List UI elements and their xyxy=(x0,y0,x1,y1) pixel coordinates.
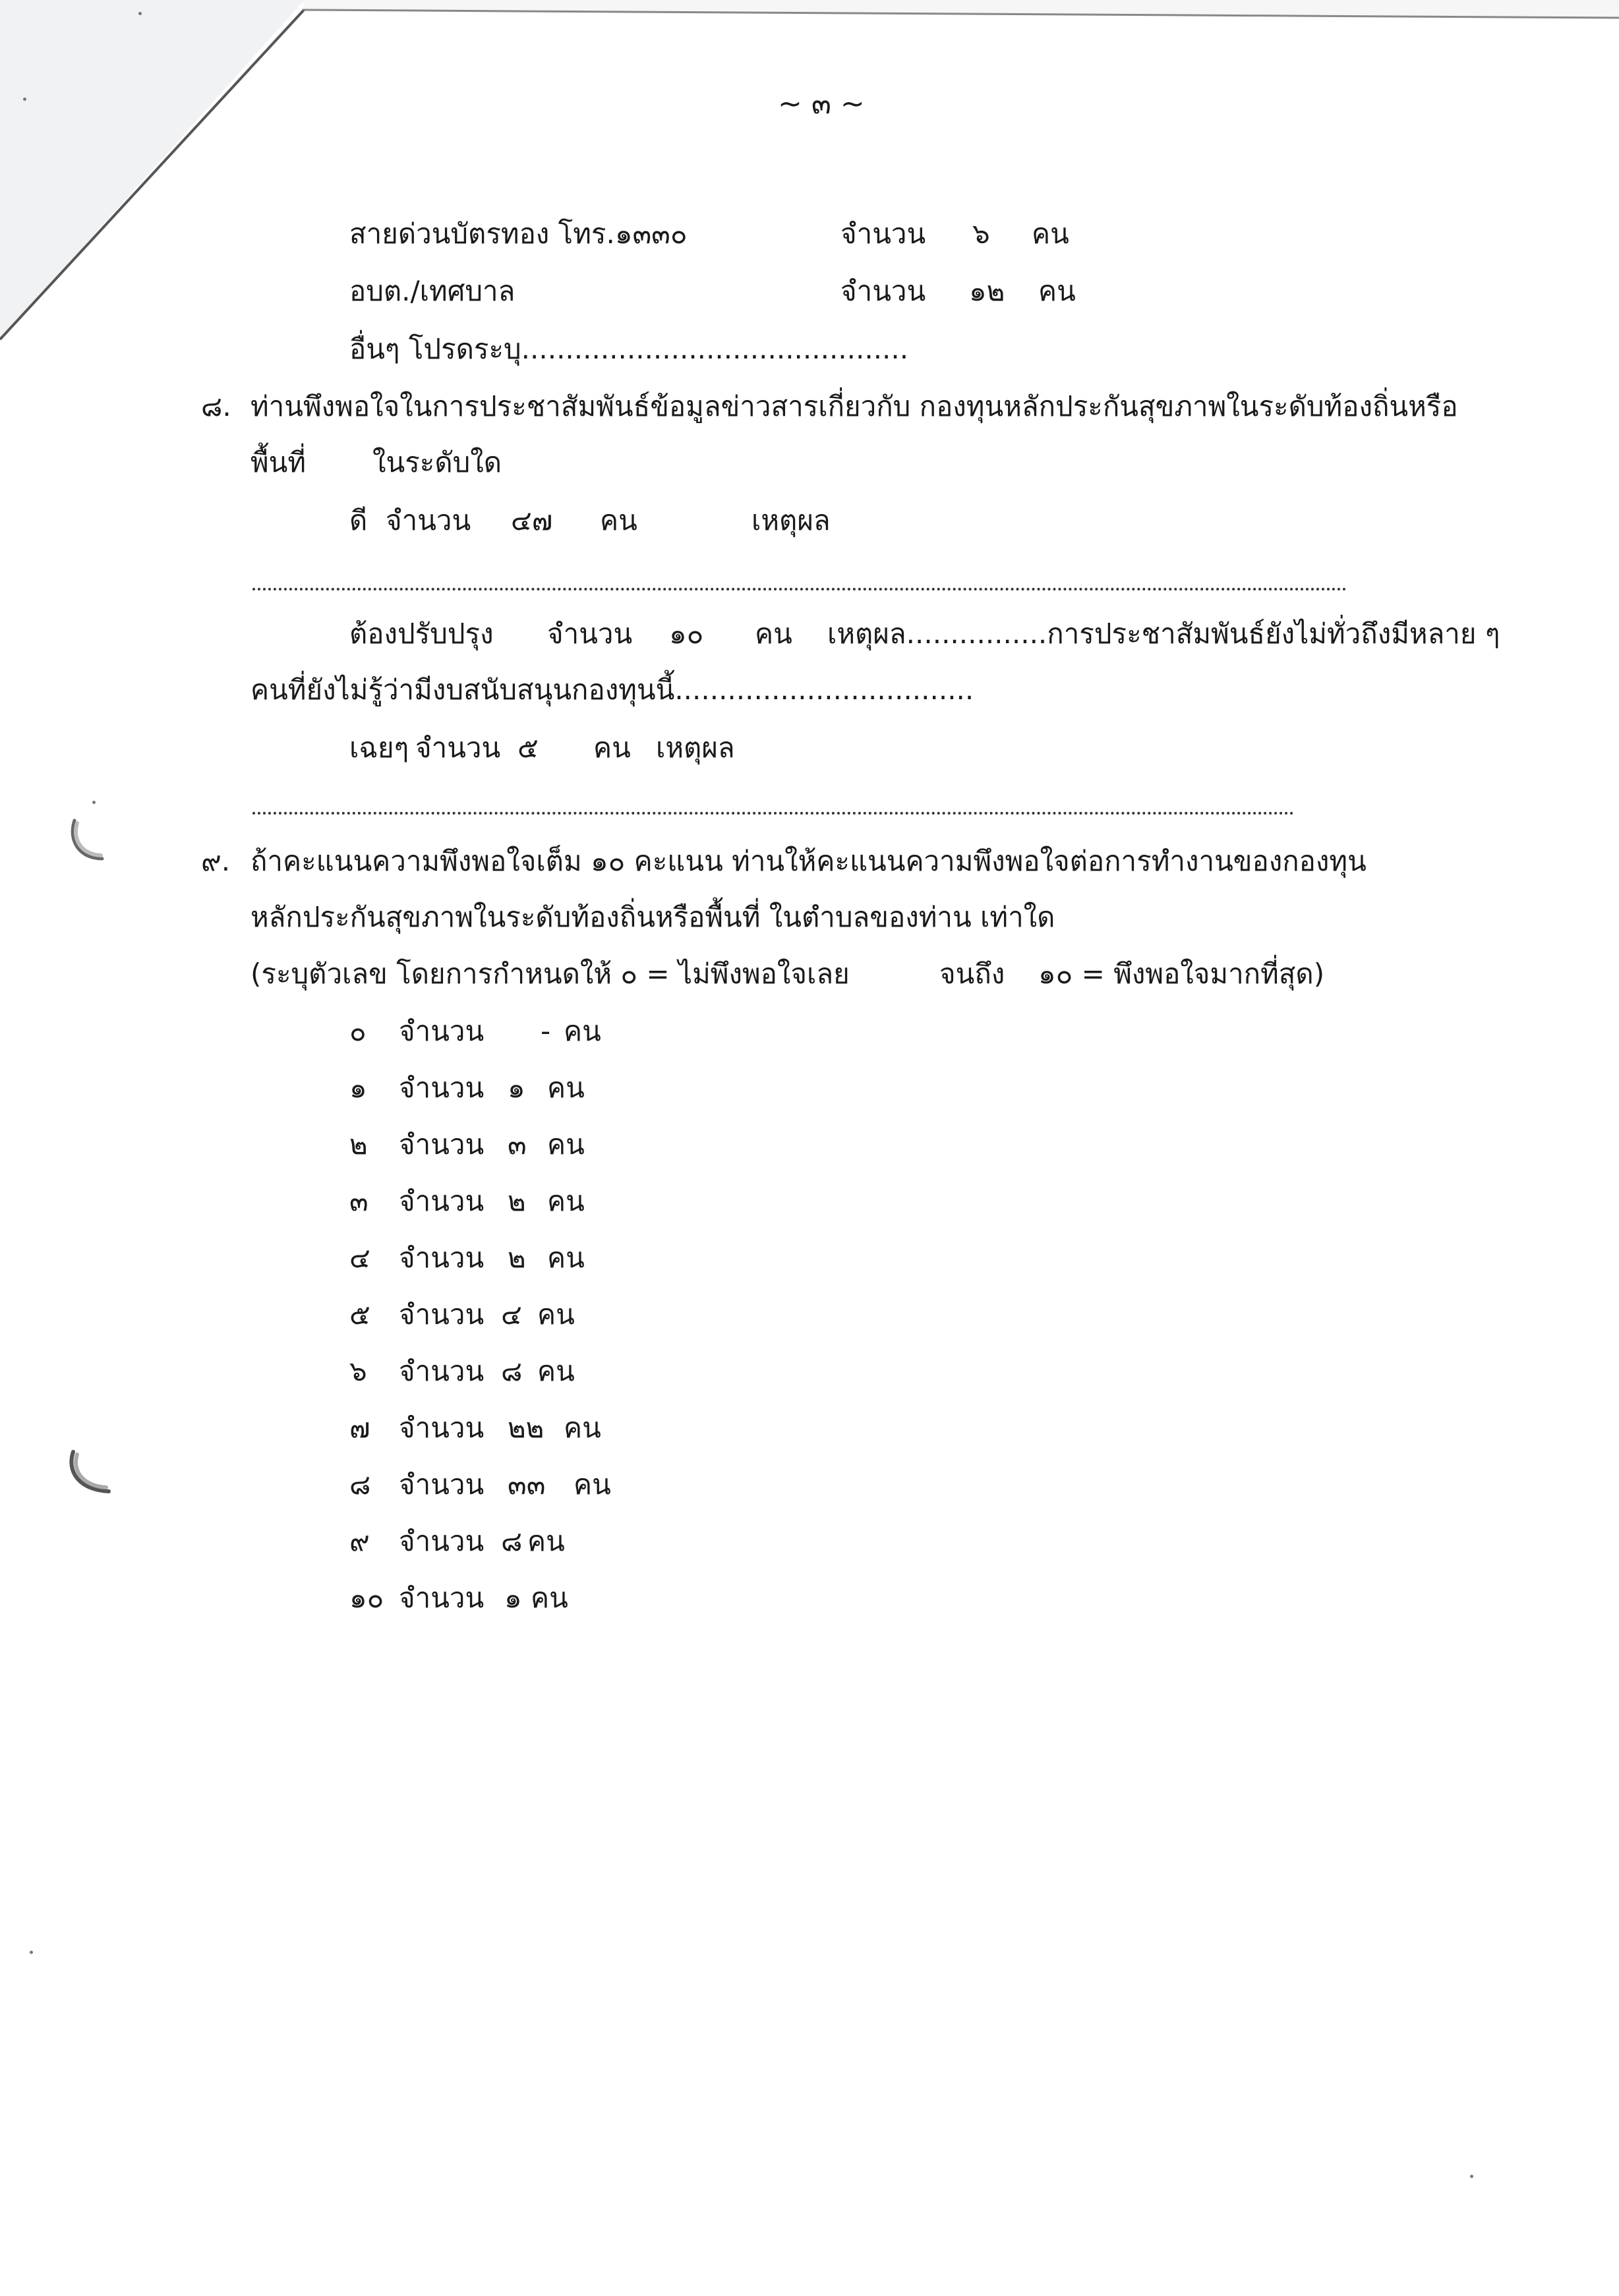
unit-label: คน xyxy=(564,1015,601,1047)
count-label: จำนวน xyxy=(399,1582,485,1614)
answer-label: เฉยๆ xyxy=(349,732,409,764)
count-value: ๘ xyxy=(501,1355,523,1387)
punch-hole-icon xyxy=(63,807,122,867)
channel-name: สายด่วนบัตรทอง โทร.๑๓๓๐ xyxy=(349,217,688,250)
count-label: จำนวน xyxy=(399,1355,485,1387)
count-value: ๑๒ xyxy=(969,275,1005,307)
count-label: จำนวน xyxy=(840,217,926,250)
count-label: จำนวน xyxy=(399,1298,485,1331)
count-value: ๑ xyxy=(508,1072,525,1104)
scan-speck xyxy=(138,12,142,15)
count-label: จำนวน xyxy=(840,275,926,307)
count-label: จำนวน xyxy=(399,1015,485,1047)
score-value: ๐ xyxy=(349,1015,367,1047)
q9-text-line1: ถ้าคะแนนความพึงพอใจเต็ม ๑๐ คะแนน ท่านให้คะแนนความพึงพอใจต่อการทำงานของกองทุน xyxy=(250,845,1367,877)
unit-label: คน xyxy=(527,1525,565,1557)
q8-text-line1: ท่านพึงพอใจในการประชาสัมพันธ์ข้อมูลข่าวสารเกี่ยวกับ กองทุนหลักประกันสุขภาพในระดับท้องถิ่นหรือ xyxy=(250,390,1458,422)
count-value: ๔๗ xyxy=(511,504,553,536)
score-value: ๖ xyxy=(349,1355,367,1387)
count-label: จำนวน xyxy=(547,617,633,650)
channel-name: อบต./เทศบาล xyxy=(349,275,515,307)
q9-text-line2: หลักประกันสุขภาพในระดับท้องถิ่นหรือพื้นที่ ในตำบลของท่าน เท่าใด xyxy=(250,901,1055,933)
unit-label: คน xyxy=(547,1242,585,1274)
reason-label: เหตุผล xyxy=(656,732,735,764)
unit-label: คน xyxy=(1038,275,1076,307)
unit-label: คน xyxy=(574,1468,611,1501)
answer-label: ต้องปรับปรุง xyxy=(349,617,494,650)
count-value: ๖ xyxy=(972,217,990,250)
score-value: ๗ xyxy=(349,1412,370,1444)
other-specify: อื่นๆ โปรดระบุ............................................ xyxy=(349,333,909,365)
count-value: ๔ xyxy=(501,1298,522,1331)
score-value: ๓ xyxy=(349,1185,368,1217)
unit-label: คน xyxy=(1032,217,1069,250)
folded-corner xyxy=(0,0,310,343)
count-label: จำนวน xyxy=(399,1468,485,1501)
score-value: ๕ xyxy=(349,1298,370,1331)
unit-label: คน xyxy=(564,1412,601,1444)
score-value: ๑ xyxy=(349,1072,367,1104)
scan-speck xyxy=(1470,2175,1473,2178)
blank-line xyxy=(252,809,1294,815)
count-value: ๒ xyxy=(508,1185,526,1217)
count-value: ๓๓ xyxy=(508,1468,546,1501)
blank-line xyxy=(252,585,1347,590)
scan-speck xyxy=(92,801,96,804)
unit-label: คน xyxy=(547,1185,585,1217)
q9-number: ๙. xyxy=(201,845,231,877)
unit-label: คน xyxy=(593,732,631,764)
unit-label: คน xyxy=(547,1128,585,1161)
count-label: จำนวน xyxy=(415,732,501,764)
page-number: ~ ๓ ~ xyxy=(778,87,865,121)
count-label: จำนวน xyxy=(399,1525,485,1557)
score-value: ๘ xyxy=(349,1468,371,1501)
count-value: ๕ xyxy=(517,732,539,764)
score-value: ๔ xyxy=(349,1242,370,1274)
count-label: จำนวน xyxy=(399,1185,485,1217)
unit-label: คน xyxy=(755,617,792,650)
count-label: จำนวน xyxy=(399,1242,485,1274)
count-value: ๑๐ xyxy=(669,617,704,650)
count-value: - xyxy=(541,1015,551,1047)
document-page: ~ ๓ ~ สายด่วนบัตรทอง โทร.๑๓๓๐ จำนวน ๖ คน อบต./เทศบาล จำนวน ๑๒ คน อื่นๆ โปรดระบุ............................................ ๘. ท่านพึงพอใจในการประชาสัมพันธ์ข้อมูลข่าวสารเกี่ยวกับ กองทุนหลักประกันสุขภาพในระดับท้องถิ่นหรือ พื้นที่ ในระดับใด ดี จำนวน ๔๗ คน เหตุผล ต้องปรับปรุง จำนวน ๑๐ คน เหตุผล................การประชาสัมพันธ์ยังไม่ทั่วถึงมีหลาย ๆ คนที่ยังไม่รู้ว่ามีงบสนับสนุนกองทุนนี้.................................. เฉยๆ จำนวน ๕ คน เหตุผล ๙. ถ้าคะแนนความพึงพอใจเต็ม ๑๐ คะแนน ท่านให้คะแนนความพึงพอใจต่อการทำงานของกองทุน หลักประกันสุขภาพในระดับท้องถิ่นหรือพื้นที่ ในตำบลของท่าน เท่าใด (ระบุตัวเลข โดยการกำหนดให้ ๐ = ไม่พึงพอใจเลย จนถึง ๑๐ = พึงพอใจมากที่สุด) ๐ จำนวน - คน ๑ จำนวน ๑ คน ๒ จำนวน ๓ คน ๓ จำนวน ๒ คน ๔ จำนวน ๒ คน ๕ จำนวน ๔ คน ๖ จำนวน ๘ คน ๗ จำนวน ๒๒ คน ๘ จำนวน ๓๓ คน ๙ จำนวน ๘ คน ๑๐ จำนวน ๑ คน xyxy=(0,0,1619,2296)
count-value: ๑ xyxy=(504,1582,522,1614)
count-label: จำนวน xyxy=(399,1128,485,1161)
scan-speck xyxy=(23,98,26,101)
unit-label: คน xyxy=(537,1355,575,1387)
count-value: ๒ xyxy=(508,1242,526,1274)
count-label: จำนวน xyxy=(399,1412,485,1444)
count-label: จำนวน xyxy=(399,1072,485,1104)
unit-label: คน xyxy=(537,1298,575,1331)
top-edge xyxy=(303,0,1619,40)
count-value: ๓ xyxy=(508,1128,527,1161)
reason-label: เหตุผล xyxy=(751,504,831,536)
score-value: ๒ xyxy=(349,1128,368,1161)
unit-label: คน xyxy=(531,1582,568,1614)
answer-label: ดี xyxy=(349,504,368,536)
score-value: ๑๐ xyxy=(349,1582,384,1614)
count-label: จำนวน xyxy=(386,504,471,536)
reason-text: เหตุผล................การประชาสัมพันธ์ยังไม่ทั่วถึงมีหลาย ๆ xyxy=(827,617,1500,650)
q8-number: ๘. xyxy=(201,390,231,422)
unit-label: คน xyxy=(600,504,637,536)
q8-improve-reason-line2: คนที่ยังไม่รู้ว่ามีงบสนับสนุนกองทุนนี้.................................. xyxy=(250,674,974,706)
punch-hole-icon xyxy=(63,1440,129,1499)
count-value: ๒๒ xyxy=(508,1412,545,1444)
scan-speck xyxy=(30,1951,33,1954)
count-value: ๘ xyxy=(501,1525,523,1557)
score-value: ๙ xyxy=(349,1525,370,1557)
unit-label: คน xyxy=(547,1072,585,1104)
